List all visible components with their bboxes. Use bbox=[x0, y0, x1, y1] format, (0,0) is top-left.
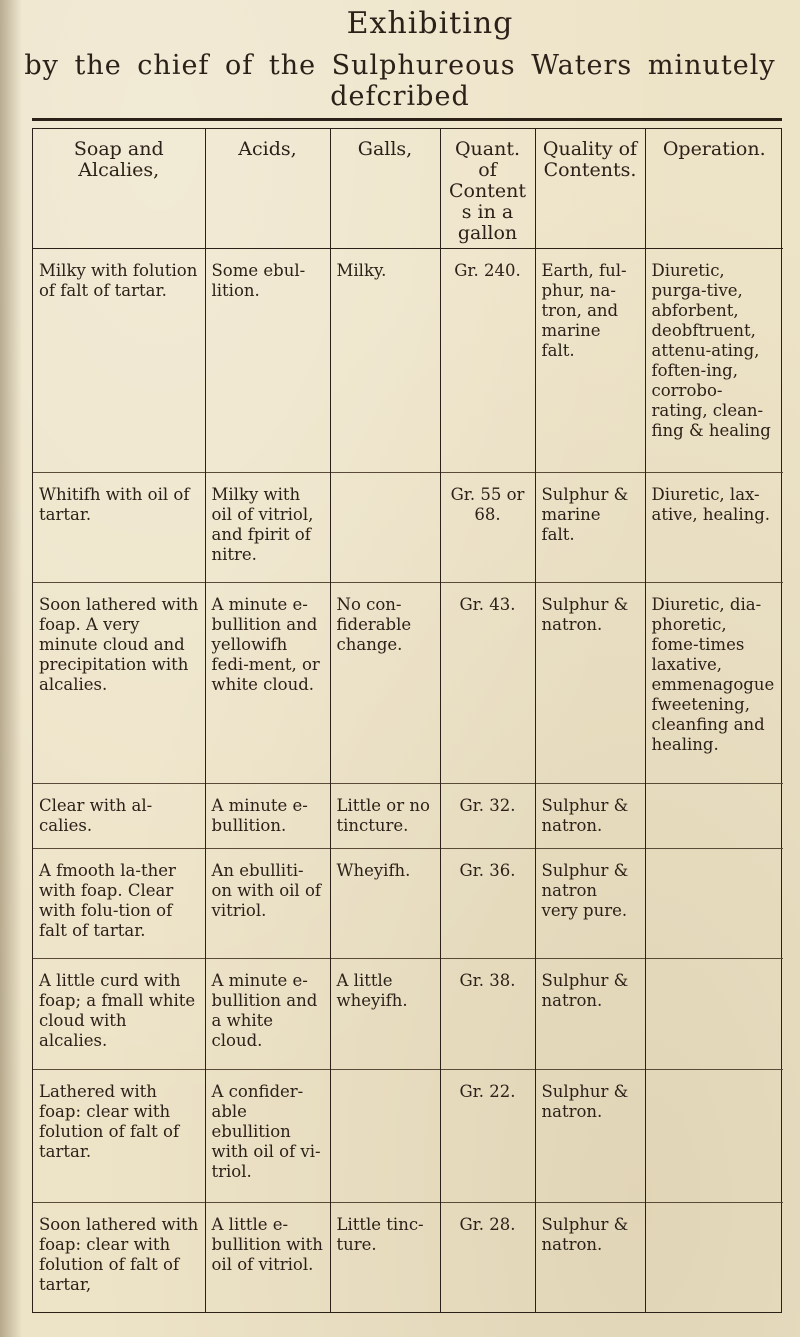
cell-operation bbox=[645, 784, 783, 849]
cell-operation bbox=[645, 1202, 783, 1312]
cell-quantity: Gr. 22. bbox=[440, 1069, 535, 1202]
header-galls: Galls, bbox=[330, 129, 440, 249]
cell-galls: Wheyifh. bbox=[330, 849, 440, 959]
cell-acids: A minute e-bullition and yellowifh fedi-ment, or white cloud. bbox=[205, 583, 330, 784]
cell-operation: Diuretic, dia-phoretic, fome-times laxative, emmenagogue fweetening, cleanfing and healing. bbox=[645, 583, 783, 784]
table-row bbox=[33, 959, 783, 1069]
header-quality: Quality of Contents. bbox=[535, 129, 645, 249]
header-quantity: Quant. of Contents in a gallon bbox=[440, 129, 535, 249]
cell-quality: Sulphur & natron very pure. bbox=[535, 849, 645, 959]
cell-quantity: Gr. 43. bbox=[440, 583, 535, 784]
table-row bbox=[33, 472, 783, 582]
cell-quantity: Gr. 240. bbox=[440, 249, 535, 473]
heading-line-2: by the chief of the Sulphureous Waters minutely defcribed bbox=[24, 50, 776, 112]
cell-soap-alcalies: A fmooth la-ther with foap. Clear with folu-tion of falt of tartar. bbox=[33, 849, 205, 959]
header-operation: Operation. bbox=[645, 129, 783, 249]
cell-acids: Milky with oil of vitriol, and fpirit of nitre. bbox=[205, 472, 330, 582]
cell-soap-alcalies: Milky with folution of falt of tartar. bbox=[39, 261, 198, 300]
page-heading bbox=[0, 0, 800, 120]
cell-quantity: Gr. 32. bbox=[440, 784, 535, 849]
cell-galls bbox=[330, 1069, 440, 1202]
cell-soap-alcalies: Whitifh with oil of tartar. bbox=[33, 472, 205, 582]
cell-quantity: Gr. 38. bbox=[440, 959, 535, 1069]
cell-galls: Little tinc-ture. bbox=[330, 1202, 440, 1312]
cell-acids: A minute e-bullition. bbox=[205, 784, 330, 849]
cell-soap-alcalies: Lathered with foap: clear with folution of falt of tartar. bbox=[33, 1069, 205, 1202]
cell-operation bbox=[645, 1069, 783, 1202]
table-header-row bbox=[33, 129, 783, 249]
heading-line-1: Exhibiting bbox=[346, 6, 514, 41]
cell-quality: Sulphur & natron. bbox=[535, 784, 645, 849]
cell-acids: A minute e-bullition and a white cloud. bbox=[205, 959, 330, 1069]
cell-quality: Sulphur & natron. bbox=[535, 959, 645, 1069]
cell-quality: Earth, ful-phur, na-tron, and marine falt. bbox=[535, 249, 645, 473]
table-row bbox=[33, 849, 783, 959]
cell-quantity: Gr. 28. bbox=[440, 1202, 535, 1312]
cell-quantity: Gr. 55 or 68. bbox=[440, 472, 535, 582]
cell-soap-alcalies: Soon lathered with foap. A very minute cloud and precipitation with alcalies. bbox=[33, 583, 205, 784]
cell-operation bbox=[645, 959, 783, 1069]
cell-soap-alcalies: Soon lathered with foap: clear with folution of falt of tartar, bbox=[33, 1202, 205, 1312]
cell-quality: Sulphur & natron. bbox=[535, 1069, 645, 1202]
cell-quality: Sulphur & natron. bbox=[535, 1202, 645, 1312]
cell-quality: Sulphur & natron. bbox=[535, 583, 645, 784]
cell-operation: Diuretic, lax-ative, healing. bbox=[645, 472, 783, 582]
header-acids: Acids, bbox=[205, 129, 330, 249]
cell-operation: Diuretic, purga-tive, abforbent, deobftruent, attenu-ating, foften-ing, corrobo-rating, clean-fing & healing bbox=[645, 249, 783, 473]
cell-acids: A confider-able ebullition with oil of vi-triol. bbox=[205, 1069, 330, 1202]
cell-acids: An ebulliti-on with oil of vitriol. bbox=[205, 849, 330, 959]
cell-acids: A little e-bullition with oil of vitriol. bbox=[205, 1202, 330, 1312]
table-row bbox=[33, 1202, 783, 1312]
page-gutter-shadow bbox=[0, 0, 22, 1337]
cell-galls: No con-fiderable change. bbox=[330, 583, 440, 784]
waters-table bbox=[32, 128, 782, 1313]
cell-acids: Some ebul-lition. bbox=[205, 249, 330, 473]
cell-galls bbox=[330, 472, 440, 582]
cell-operation bbox=[645, 849, 783, 959]
table-row bbox=[33, 1069, 783, 1202]
cell-quality: Sulphur & marine falt. bbox=[535, 472, 645, 582]
waters-table-grid bbox=[33, 129, 783, 1312]
table-row bbox=[33, 583, 783, 784]
cell-soap-alcalies: A little curd with foap; a fmall white cloud with alcalies. bbox=[33, 959, 205, 1069]
cell-galls: Milky. bbox=[330, 249, 440, 473]
table-row bbox=[33, 249, 783, 473]
header-soap-alcalies: Soap and Alcalies, bbox=[33, 129, 205, 249]
cell-galls: A little wheyifh. bbox=[330, 959, 440, 1069]
cell-quantity: Gr. 36. bbox=[440, 849, 535, 959]
cell-galls: Little or no tincture. bbox=[330, 784, 440, 849]
heading-rule bbox=[32, 118, 782, 121]
cell-soap-alcalies: Clear with al-calies. bbox=[33, 784, 205, 849]
table-row bbox=[33, 784, 783, 849]
